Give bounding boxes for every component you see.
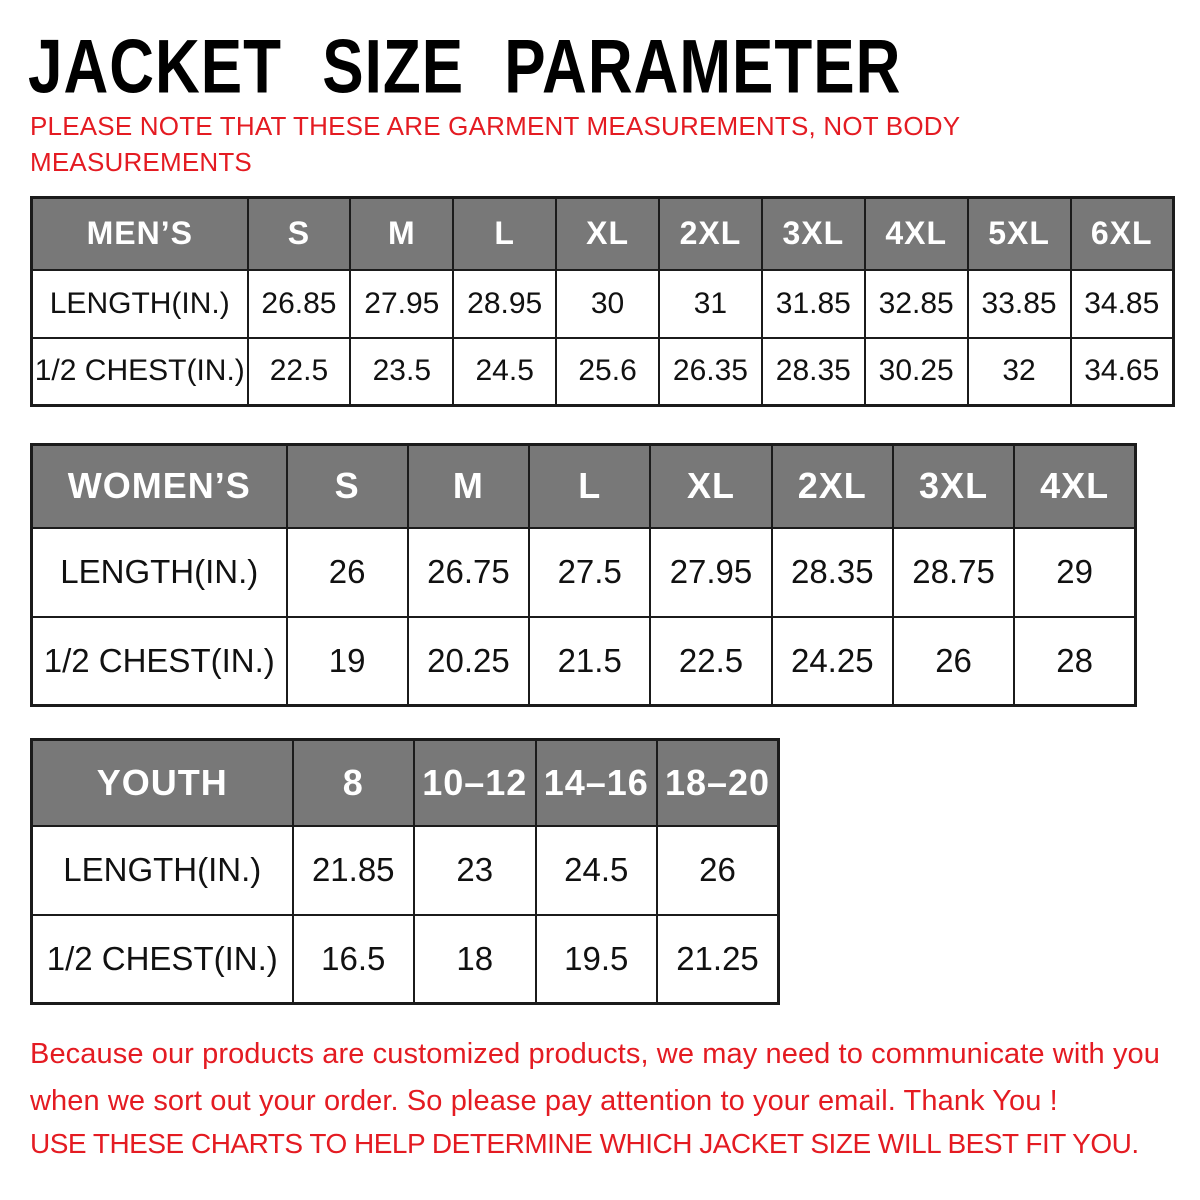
youth-1-2-chest-in-value-14-16: 19.5 <box>536 915 658 1004</box>
mens-1-2-chest-in-value-s: 22.5 <box>248 338 351 406</box>
mens-length-in-value-6xl: 34.85 <box>1071 270 1174 338</box>
womens-size-header-l: L <box>529 445 650 528</box>
mens-size-table <box>30 196 1175 407</box>
womens-size-header-xl: XL <box>650 445 771 528</box>
page-title: JACKET SIZE PARAMETER <box>28 25 902 110</box>
youth-size-table <box>30 738 780 1005</box>
womens-length-in-value-l: 27.5 <box>529 528 650 617</box>
mens-1-2-chest-in-value-3xl: 28.35 <box>762 338 865 406</box>
youth-row-label: LENGTH(IN.) <box>32 826 293 915</box>
mens-size-header-l: L <box>453 198 556 270</box>
womens-header-row <box>32 445 1136 528</box>
womens-1-2-chest-in-value-s: 19 <box>287 617 408 706</box>
womens-row-label: LENGTH(IN.) <box>32 528 287 617</box>
youth-1-2-chest-in-value-18-20: 21.25 <box>657 915 779 1004</box>
mens-row-1-2-chest-in <box>32 338 1174 406</box>
mens-size-header-2xl: 2XL <box>659 198 762 270</box>
garment-measurement-note: PLEASE NOTE THAT THESE ARE GARMENT MEASUREMENTS, NOT BODY MEASUREMENTS <box>30 111 960 177</box>
womens-length-in-value-xl: 27.95 <box>650 528 771 617</box>
womens-1-2-chest-in-value-3xl: 26 <box>893 617 1014 706</box>
youth-size-header-10-12: 10–12 <box>414 740 536 826</box>
fit-advice-line: USE THESE CHARTS TO HELP DETERMINE WHICH JACKET SIZE WILL BEST FIT YOU. <box>30 1128 1139 1159</box>
womens-length-in-value-2xl: 28.35 <box>772 528 893 617</box>
youth-table-title: YOUTH <box>32 740 293 826</box>
mens-1-2-chest-in-value-6xl: 34.65 <box>1071 338 1174 406</box>
mens-row-label: 1/2 CHEST(IN.) <box>32 338 248 406</box>
mens-header-row <box>32 198 1174 270</box>
youth-row-1-2-chest-in <box>32 915 779 1004</box>
womens-row-length-in <box>32 528 1136 617</box>
womens-1-2-chest-in-value-l: 21.5 <box>529 617 650 706</box>
mens-size-header-3xl: 3XL <box>762 198 865 270</box>
womens-1-2-chest-in-value-m: 20.25 <box>408 617 529 706</box>
mens-length-in-value-m: 27.95 <box>350 270 453 338</box>
youth-1-2-chest-in-value-8: 16.5 <box>293 915 415 1004</box>
mens-1-2-chest-in-value-l: 24.5 <box>453 338 556 406</box>
youth-length-in-value-10-12: 23 <box>414 826 536 915</box>
mens-size-header-s: S <box>248 198 351 270</box>
mens-length-in-value-s: 26.85 <box>248 270 351 338</box>
womens-1-2-chest-in-value-xl: 22.5 <box>650 617 771 706</box>
womens-size-header-3xl: 3XL <box>893 445 1014 528</box>
womens-table-title: WOMEN’S <box>32 445 287 528</box>
mens-length-in-value-4xl: 32.85 <box>865 270 968 338</box>
womens-length-in-value-4xl: 29 <box>1014 528 1135 617</box>
womens-size-table <box>30 443 1137 707</box>
youth-1-2-chest-in-value-10-12: 18 <box>414 915 536 1004</box>
womens-size-header-4xl: 4XL <box>1014 445 1135 528</box>
womens-length-in-value-m: 26.75 <box>408 528 529 617</box>
mens-length-in-value-5xl: 33.85 <box>968 270 1071 338</box>
mens-table-title: MEN’S <box>32 198 248 270</box>
womens-length-in-value-3xl: 28.75 <box>893 528 1014 617</box>
mens-1-2-chest-in-value-5xl: 32 <box>968 338 1071 406</box>
mens-1-2-chest-in-value-m: 23.5 <box>350 338 453 406</box>
youth-row-label: 1/2 CHEST(IN.) <box>32 915 293 1004</box>
womens-size-header-s: S <box>287 445 408 528</box>
mens-1-2-chest-in-value-xl: 25.6 <box>556 338 659 406</box>
youth-size-header-14-16: 14–16 <box>536 740 658 826</box>
mens-length-in-value-3xl: 31.85 <box>762 270 865 338</box>
mens-size-header-5xl: 5XL <box>968 198 1071 270</box>
mens-length-in-value-2xl: 31 <box>659 270 762 338</box>
womens-length-in-value-s: 26 <box>287 528 408 617</box>
womens-1-2-chest-in-value-2xl: 24.25 <box>772 617 893 706</box>
youth-length-in-value-8: 21.85 <box>293 826 415 915</box>
mens-1-2-chest-in-value-4xl: 30.25 <box>865 338 968 406</box>
womens-row-label: 1/2 CHEST(IN.) <box>32 617 287 706</box>
youth-size-header-8: 8 <box>293 740 415 826</box>
womens-size-header-2xl: 2XL <box>772 445 893 528</box>
mens-size-header-m: M <box>350 198 453 270</box>
mens-row-length-in <box>32 270 1174 338</box>
womens-size-header-m: M <box>408 445 529 528</box>
womens-row-1-2-chest-in <box>32 617 1136 706</box>
mens-length-in-value-xl: 30 <box>556 270 659 338</box>
youth-length-in-value-18-20: 26 <box>657 826 779 915</box>
mens-size-header-xl: XL <box>556 198 659 270</box>
youth-row-length-in <box>32 826 779 915</box>
youth-length-in-value-14-16: 24.5 <box>536 826 658 915</box>
womens-1-2-chest-in-value-4xl: 28 <box>1014 617 1135 706</box>
youth-size-header-18-20: 18–20 <box>657 740 779 826</box>
youth-header-row <box>32 740 779 826</box>
mens-length-in-value-l: 28.95 <box>453 270 556 338</box>
mens-size-header-6xl: 6XL <box>1071 198 1174 270</box>
mens-size-header-4xl: 4XL <box>865 198 968 270</box>
mens-1-2-chest-in-value-2xl: 26.35 <box>659 338 762 406</box>
mens-row-label: LENGTH(IN.) <box>32 270 248 338</box>
customization-notice: Because our products are customized products, we may need to communicate with you when we sort out your order. So please pay attention to your email. Thank You ! <box>30 1038 1160 1117</box>
